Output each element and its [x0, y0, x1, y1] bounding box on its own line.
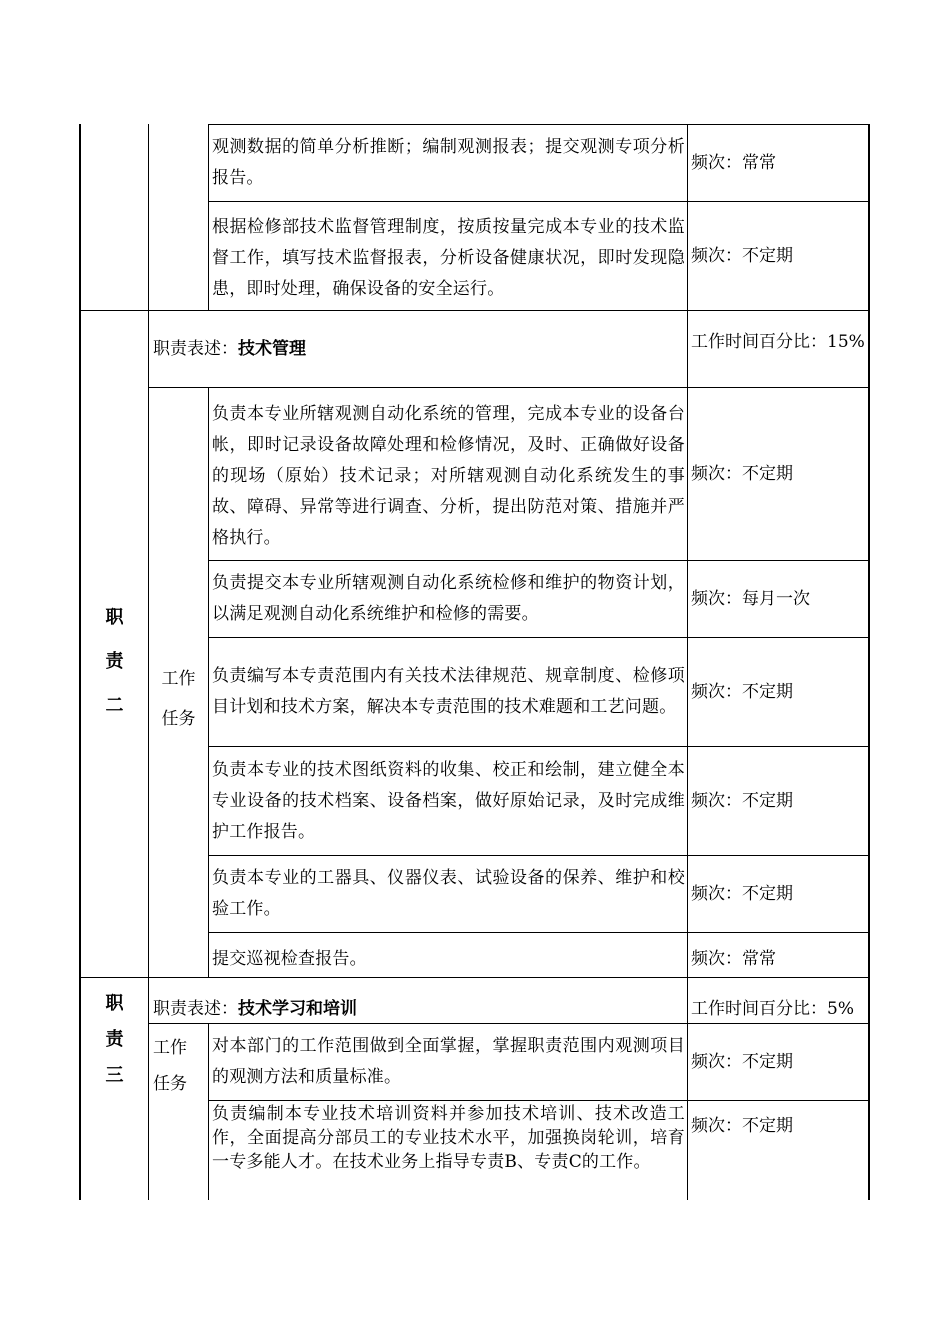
- task-cell: [209, 933, 687, 977]
- frequency-text: 频次：不定期: [691, 790, 793, 811]
- task-cell: [209, 747, 687, 855]
- frequency-text: 频次：不定期: [691, 245, 793, 266]
- frequency-text: 频次：不定期: [691, 463, 793, 484]
- task-cell: [209, 856, 687, 932]
- section-label-char: 二: [105, 695, 124, 716]
- task-text: 负责编写本专责范围内有关技术法律规范、规章制度、检修项目计划和技术方案，解决本专责范围的技术难题和工艺问题。: [212, 666, 685, 717]
- task-text: 负责提交本专业所辖观测自动化系统检修和维护的物资计划，以满足观测自动化系统维护和检修的需要。: [212, 573, 685, 624]
- work-label-line: 任务: [161, 708, 196, 729]
- summary-prefix: 职责表述：: [153, 338, 238, 359]
- task-text: 提交巡视检查报告。: [212, 949, 367, 969]
- task-cell: [209, 202, 687, 310]
- frequency-cell: [688, 856, 868, 932]
- frequency-cell: [688, 638, 868, 746]
- summary-title: 技术管理: [238, 338, 306, 359]
- work-task-label: [150, 1024, 208, 1100]
- task-text: 对本部门的工作范围做到全面掌握，掌握职责范围内观测项目的观测方法和质量标准。: [212, 1036, 685, 1087]
- frequency-cell: [688, 1101, 868, 1151]
- section-label-char: 责: [105, 1029, 124, 1050]
- task-text: 负责本专业的工器具、仪器仪表、试验设备的保养、维护和校验工作。: [212, 868, 685, 919]
- work-label-line: 工作: [153, 1038, 187, 1058]
- frequency-text: 频次：不定期: [691, 883, 793, 904]
- section-label-responsibility-2: [81, 311, 148, 977]
- frequency-text: 频次：不定期: [691, 1051, 793, 1072]
- task-cell: [209, 125, 687, 201]
- section-label-responsibility-3: [81, 978, 148, 1098]
- work-label-line: 工作: [161, 668, 196, 689]
- frequency-cell: [688, 933, 868, 977]
- frequency-cell: [688, 125, 868, 201]
- task-cell: [209, 638, 687, 746]
- work-label-line: 任务: [153, 1074, 187, 1094]
- task-text: 观测数据的简单分析推断；编制观测报表；提交观测专项分析报告。: [212, 137, 685, 188]
- time-percentage-text: 工作时间百分比：5%: [691, 999, 854, 1019]
- task-cell: [209, 1024, 687, 1100]
- frequency-text: 频次：每月一次: [691, 588, 810, 609]
- frequency-text: 频次：不定期: [691, 1115, 793, 1136]
- responsibility-summary: [149, 311, 687, 387]
- task-text: 负责编制本专业技术培训资料并参加技术培训、技术改造工作，全面提高分部员工的专业技术水平，加强换岗轮训，培育一专多能人才。在技术业务上指导专责B、专责C的工作。: [212, 1104, 685, 1172]
- section-label-char: 职: [105, 607, 124, 628]
- frequency-text: 频次：常常: [691, 152, 776, 173]
- frequency-cell: [688, 388, 868, 560]
- task-cell: [209, 561, 687, 637]
- frequency-cell: [688, 1024, 868, 1100]
- time-percentage: [688, 311, 868, 387]
- table-border-right: [868, 124, 870, 1200]
- summary-prefix: 职责表述：: [153, 999, 238, 1019]
- time-percentage: [688, 978, 868, 1023]
- task-text: 根据检修部技术监督管理制度，按质按量完成本专业的技术监督工作，填写技术监督报表，分析设备健康状况，即时发现隐患，即时处理，确保设备的安全运行。: [212, 216, 685, 299]
- task-text: 负责本专业的技术图纸资料的收集、校正和绘制，建立健全本专业设备的技术档案、设备档案，做好原始记录，及时完成维护工作报告。: [212, 759, 685, 842]
- task-cell: [209, 1101, 687, 1200]
- section-label-char: 职: [105, 993, 124, 1014]
- frequency-text: 频次：常常: [691, 949, 776, 969]
- section-label-char: 三: [105, 1065, 124, 1086]
- task-cell: [209, 388, 687, 560]
- time-percentage-text: 工作时间百分比：15%: [691, 332, 865, 352]
- frequency-text: 频次：不定期: [691, 681, 793, 702]
- summary-title: 技术学习和培训: [238, 999, 357, 1019]
- responsibility-summary: [149, 978, 687, 1023]
- frequency-cell: [688, 747, 868, 855]
- section-label-char: 责: [105, 651, 124, 672]
- frequency-cell: [688, 561, 868, 637]
- task-text: 负责本专业所辖观测自动化系统的管理，完成本专业的设备台帐，即时记录设备故障处理和检修情况，及时、正确做好设备的现场（原始）技术记录；对所辖观测自动化系统发生的事故、障碍、异常等进行调查、分析，提出防范对策、措施并严格执行。: [212, 403, 685, 548]
- frequency-cell: [688, 202, 868, 310]
- work-task-label: [149, 388, 208, 977]
